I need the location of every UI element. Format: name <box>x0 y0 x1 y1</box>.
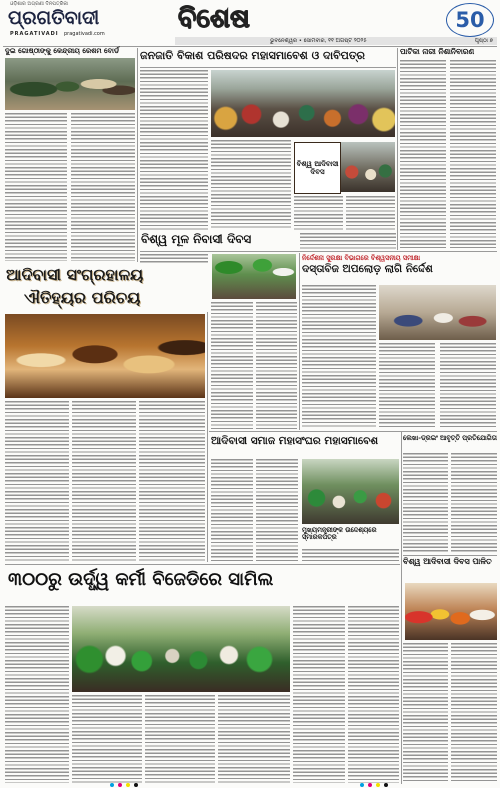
column-rule <box>137 48 138 262</box>
body-text-column <box>348 606 399 783</box>
dateline: ଭୁବନେଶ୍ୱର • ସୋମବାର, ୧୧ ଅଗଷ୍ଟ ୨୦୨୫ <box>270 38 367 44</box>
section-rule <box>5 564 400 565</box>
body-text-column <box>5 606 69 783</box>
photo-mahasangha-rally <box>302 459 399 524</box>
anniversary-number: 50 <box>455 8 485 32</box>
registration-mark <box>126 783 130 787</box>
body-text-column <box>140 254 208 263</box>
document-headline: ଦସ୍ତାବିଜ ଅପଲୋଡ଼ ଲାଗି ନିର୍ଦ୍ଦେଶ <box>302 263 433 275</box>
body-text-column <box>140 70 208 230</box>
photo-bjd-joining <box>72 606 290 692</box>
body-text-column <box>379 343 435 429</box>
body-text-column <box>346 196 395 230</box>
competition-headline: ଲେଖା-ଡ୍ରଇଂ ଆବୃତ୍ତି ପ୍ରତିଯୋଗିତା <box>403 434 497 442</box>
right-top-headline: ପାଟିକା ନାରୀ ନିଶାନିବାରଣ <box>400 47 475 56</box>
body-text-column <box>5 113 67 261</box>
body-text-column <box>302 285 376 429</box>
date-bar <box>175 37 497 45</box>
body-text-column <box>400 60 446 248</box>
mahasangha-subhead: ମୁଖ୍ୟମନ୍ତ୍ରୀଙ୍କ ଉଦ୍ଦେଶ୍ୟରେ ସ୍ମାରକପତ୍ର <box>302 526 377 542</box>
body-text-column <box>211 140 291 230</box>
column-rule <box>401 432 402 784</box>
registration-mark <box>384 783 388 787</box>
body-text-column <box>302 549 399 562</box>
registration-mark <box>134 783 138 787</box>
adivasi-day-badge-text: ବିଶ୍ୱ ଆଦିବାସୀ ଦିବସ <box>296 159 339 176</box>
mahasangha-headline: ଆଦିବାସୀ ସମାଜ ମହାସଂଘର ମହାସମାବେଶ <box>211 435 379 447</box>
body-text-column <box>293 606 345 783</box>
document-kicker: ନିର୍ଦ୍ଦେଶନା ସୁରକ୍ଷା ବିଭାଗରେ ବିଶ୍ୱସନୀୟ ସମୀକ୍ଷା <box>302 254 421 262</box>
body-text-column <box>440 343 496 429</box>
museum-headline-line2: ଐତିହ୍ୟର ପରିଚୟ <box>24 288 141 307</box>
body-text-column <box>218 695 290 783</box>
body-text-column <box>300 233 396 249</box>
body-text-column <box>294 196 343 230</box>
photo-main-rally <box>211 70 395 137</box>
body-text-column <box>211 302 253 429</box>
column-rule <box>207 312 208 562</box>
photo-silk-groups <box>5 58 135 110</box>
section-rule <box>209 431 497 432</box>
anniversary-logo <box>446 3 494 37</box>
photo-main-crowd <box>341 142 395 192</box>
main-headline: ଜନଜାତି ବିକାଶ ପରିଷଦର ମହାସମାବେଶ ଓ ଦାବିପତ୍ର <box>140 49 366 62</box>
bjd-headline: ୩୦୦ରୁ ଉର୍ଦ୍ଧ୍ୱ କର୍ମୀ ବିଜେଡିରେ ସାମିଲ <box>8 569 274 590</box>
photo-tribal-dance <box>405 583 497 640</box>
body-text-column <box>71 113 135 261</box>
body-text-column <box>403 453 448 552</box>
body-text-column <box>72 695 142 783</box>
newspaper-website: pragativadi.com <box>64 31 105 37</box>
section-rule <box>403 555 497 556</box>
body-text-column <box>450 60 496 248</box>
registration-mark <box>118 783 122 787</box>
column-rule <box>397 48 398 250</box>
museum-headline-line1: ଆଦିବାସୀ ସଂଗ୍ରହାଳୟ <box>6 265 144 284</box>
registration-mark <box>360 783 364 787</box>
photo-mulnivasi-rally <box>212 254 296 299</box>
newspaper-logo-latin: PRAGATIVADI <box>10 31 59 37</box>
body-text-column <box>5 401 69 561</box>
body-text-column <box>403 643 448 783</box>
mulnivasi-headline: ବିଶ୍ୱ ମୂଳ ନିବାସୀ ଦିବସ <box>141 232 252 246</box>
column-rule <box>299 253 300 430</box>
photo-tribal-museum <box>5 314 205 398</box>
body-text-column <box>451 453 497 552</box>
body-text-column <box>139 401 205 561</box>
masthead <box>0 0 500 46</box>
section-title: ବିଶେଷ <box>178 3 250 34</box>
body-text-column <box>72 401 136 561</box>
photo-review-meeting <box>379 285 496 340</box>
masthead-tagline: ଓଡ଼ିଶାର ଅଗ୍ରଣୀ ଦିନପତ୍ରିକା <box>10 1 69 7</box>
body-text-column <box>145 695 215 783</box>
body-text-column <box>256 459 298 562</box>
registration-mark <box>110 783 114 787</box>
newspaper-logo: ପ୍ରଗତିବାଦୀ <box>8 7 100 29</box>
page-number: ପୃଷ୍ଠା ୭ <box>474 38 493 44</box>
headline-rule <box>140 67 396 68</box>
body-text-column <box>211 459 253 562</box>
section-rule <box>140 251 497 252</box>
registration-mark <box>376 783 380 787</box>
body-text-column <box>256 302 297 429</box>
silk-headline: ଦୁଇ ଗୋଷ୍ଠୀଙ୍କୁ କେନ୍ଦ୍ରୀୟ ରେଶମ ବୋର୍ଡ <box>5 47 120 55</box>
registration-mark <box>368 783 372 787</box>
adivasi-day-badge <box>294 142 341 194</box>
body-text-column <box>451 643 497 783</box>
celebrated-headline: ବିଶ୍ୱ ଆଦିବାସୀ ଦିବସ ପାଳିତ <box>403 557 492 566</box>
